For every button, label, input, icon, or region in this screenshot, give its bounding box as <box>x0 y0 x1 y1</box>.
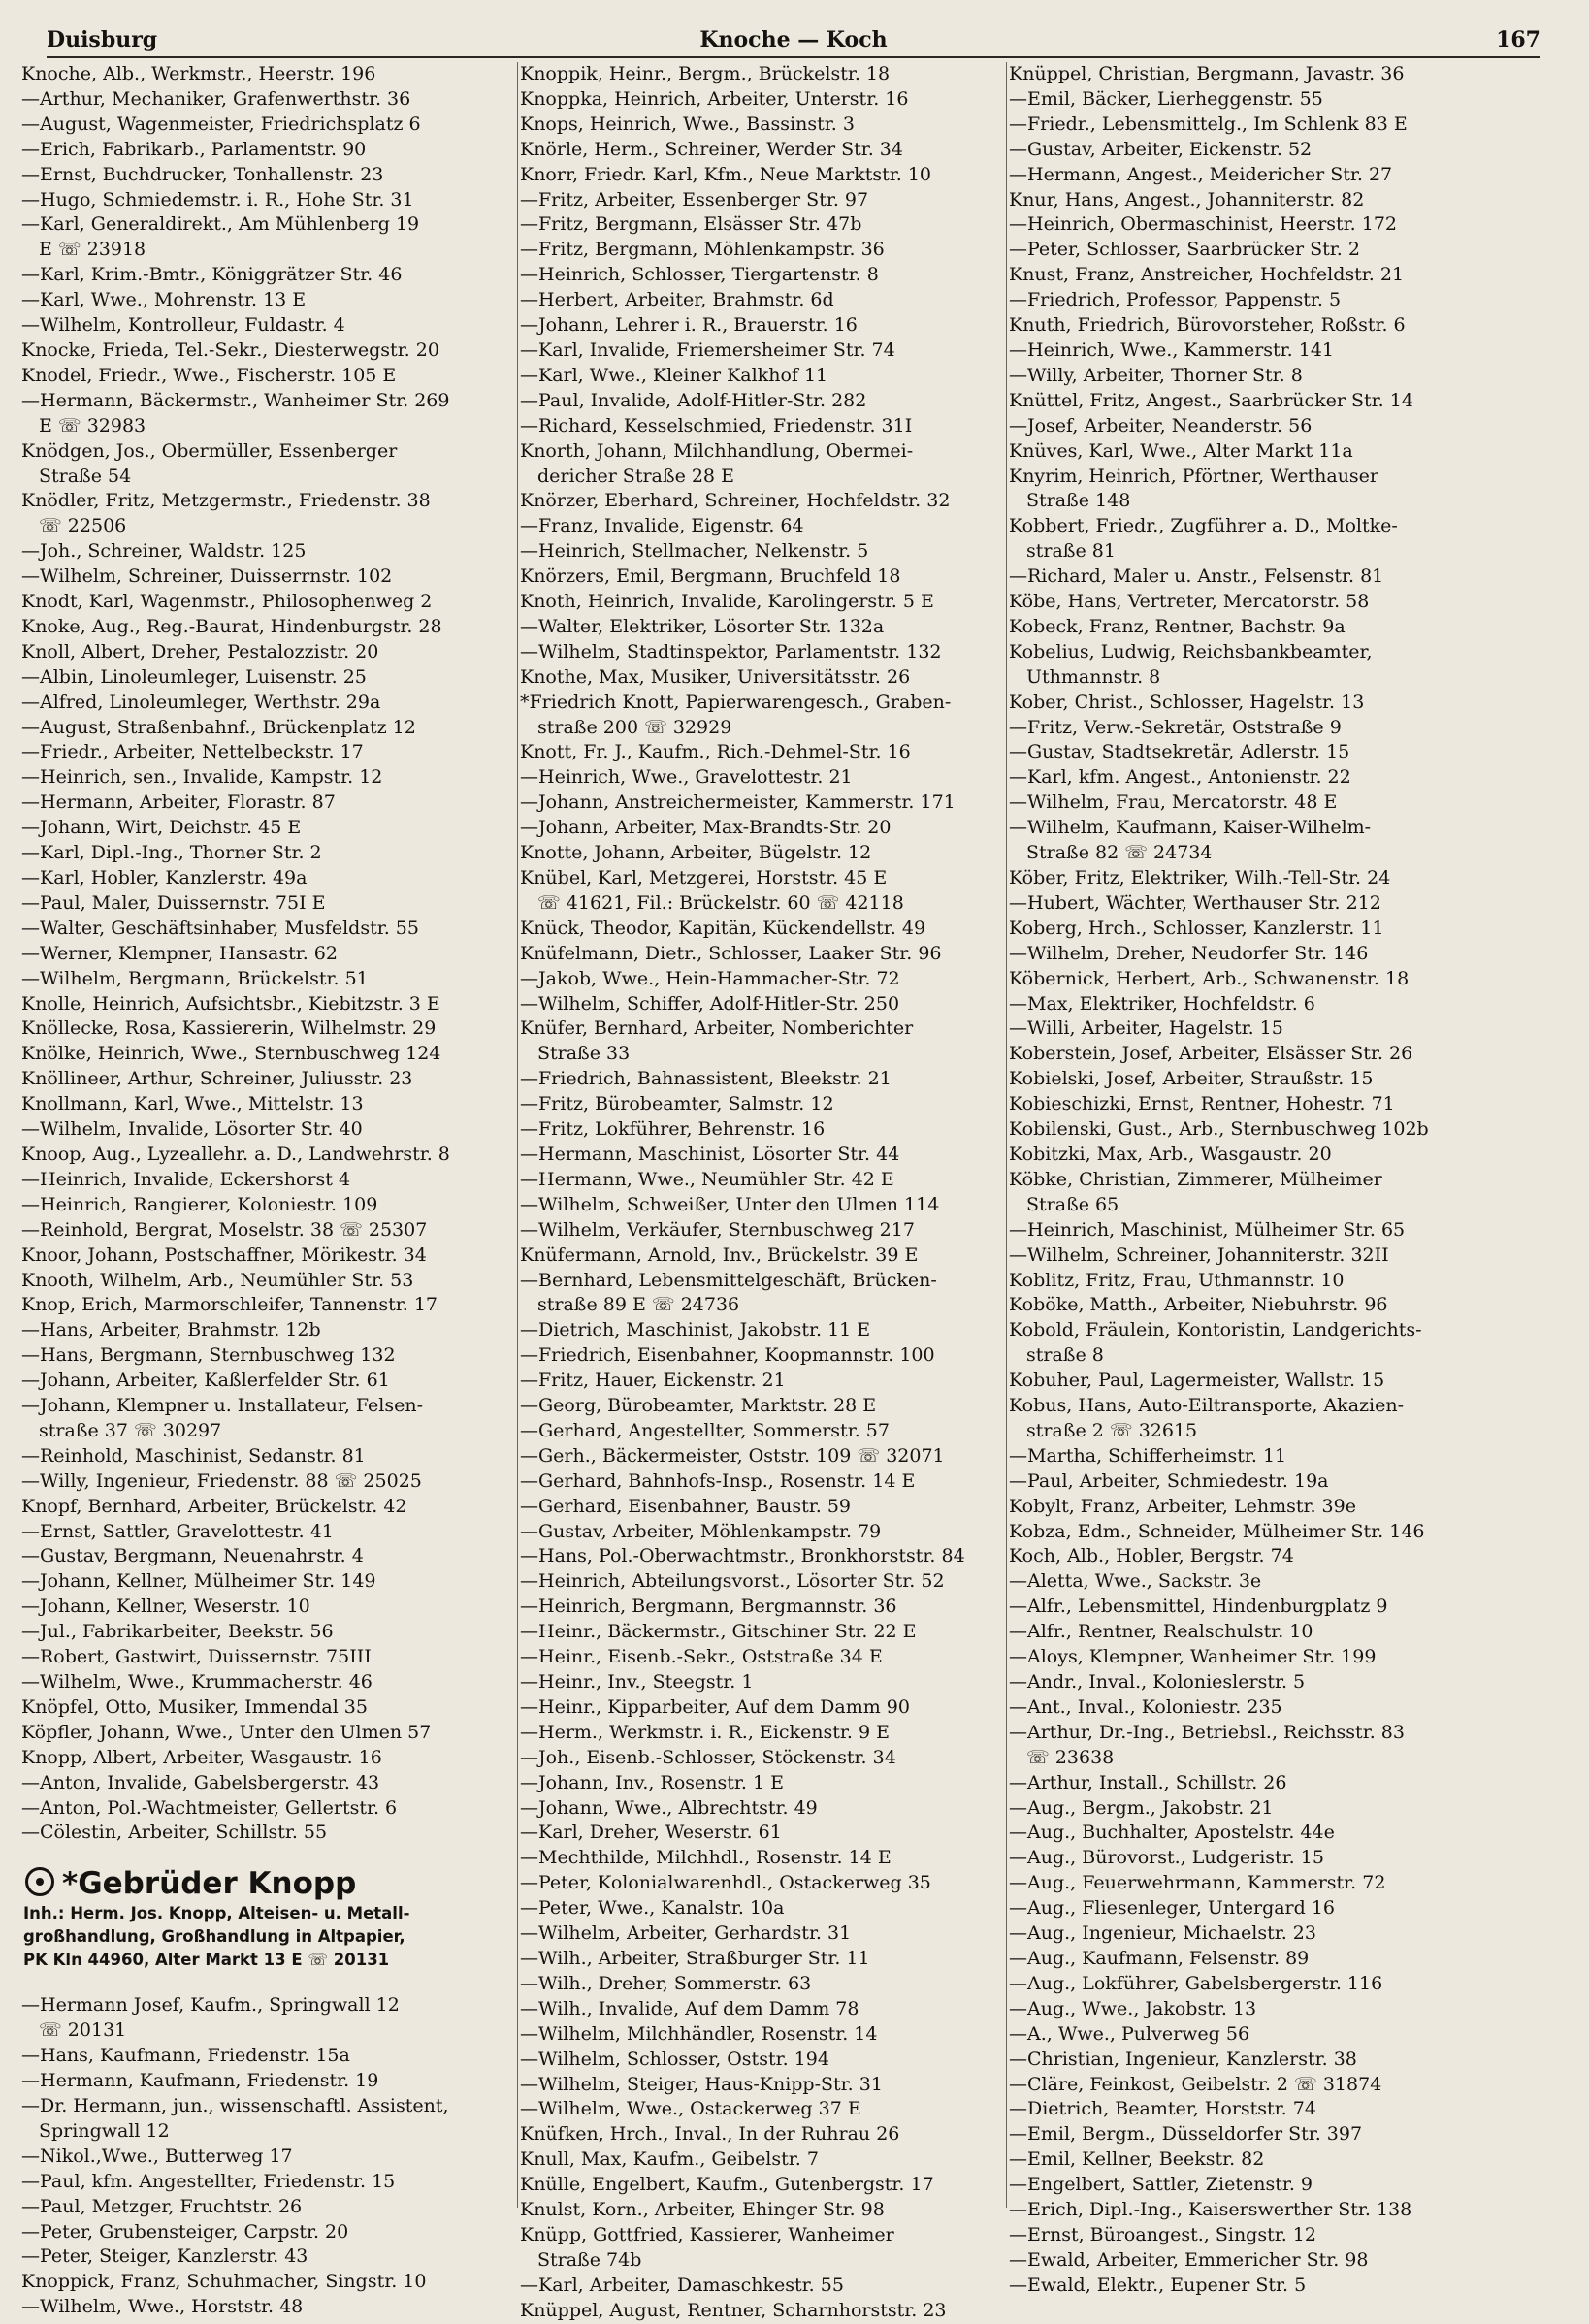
directory-entry: Knörzers, Emil, Bergmann, Bruchfeld 18 <box>520 565 901 588</box>
directory-entry: Knoche, Alb., Werkmstr., Heerstr. 196 <box>21 63 376 84</box>
directory-entry: —Willi, Arbeiter, Hagelstr. 15 <box>1009 1017 1283 1040</box>
directory-entry: Koch, Alb., Hobler, Bergstr. 74 <box>1009 1545 1294 1567</box>
directory-entry: —Hermann, Angest., Meidericher Str. 27 <box>1009 163 1393 185</box>
directory-entry: —Fritz, Verw.-Sekretär, Oststraße 9 <box>1009 716 1342 738</box>
directory-entry: —Herbert, Arbeiter, Brahmstr. 6d <box>520 289 834 311</box>
directory-entry: —Friedr., Arbeiter, Nettelbeckstr. 17 <box>21 741 364 763</box>
directory-entry: —Gerh., Bäckermeister, Oststr. 109 ☏ 32071 <box>520 1444 945 1467</box>
directory-entry: —Peter, Steiger, Kanzlerstr. 43 <box>21 2245 308 2268</box>
ad-company-name: *Gebrüder Knopp <box>21 1865 516 1902</box>
directory-entry: —Arthur, Dr.-Ing., Betriebsl., Reichsstr. 83 <box>1009 1721 1405 1743</box>
directory-entry: —Albin, Linoleumleger, Luisenstr. 25 <box>21 665 367 688</box>
directory-entry: —Heinr., Eisenb.-Sekr., Oststraße 34 E <box>520 1646 883 1668</box>
directory-entry: Knuth, Friedrich, Bürovorsteher, Roßstr. 6 <box>1009 314 1406 337</box>
directory-entry: Koberstein, Josef, Arbeiter, Elsässer Str. 26 <box>1009 1043 1413 1065</box>
directory-entry: —Hermann, Kaufmann, Friedenstr. 19 <box>21 2070 379 2092</box>
directory-entry: —Joh., Eisenb.-Schlosser, Stöckenstr. 34 <box>520 1746 896 1768</box>
directory-entry: —Heinr., Inv., Steegstr. 1 <box>520 1671 754 1693</box>
directory-entry: —Erich, Fabrikarb., Parlamentstr. 90 <box>21 138 367 160</box>
directory-entry: Knüfermann, Arnold, Inv., Brückelstr. 39 E <box>520 1243 919 1266</box>
directory-entry: —Cölestin, Arbeiter, Schillstr. 55 <box>21 1822 328 1844</box>
directory-entry: —Karl, kfm. Angest., Antonienstr. 22 <box>1009 766 1351 789</box>
directory-entry: —Wilhelm, Schlosser, Oststr. 194 <box>520 2048 829 2070</box>
ad-line: PK Kln 44960, Alter Markt 13 E ☏ 20131 <box>23 1951 390 1970</box>
directory-entry: —Wilhelm, Invalide, Lösorter Str. 40 <box>21 1118 363 1141</box>
directory-entry: —Karl, Dipl.-Ing., Thorner Str. 2 <box>21 842 322 864</box>
directory-entry: Kobieschizki, Ernst, Rentner, Hohestr. 71 <box>1009 1093 1395 1115</box>
directory-entry: —Ernst, Buchdrucker, Tonhallenstr. 23 <box>21 163 384 185</box>
directory-entry: Knopf, Bernhard, Arbeiter, Brückelstr. 42 <box>21 1495 407 1517</box>
directory-entry: —Dr. Hermann, jun., wissenschaftl. Assistent, <box>21 2094 449 2116</box>
directory-entry: —Johann, Kellner, Mülheimer Str. 149 <box>21 1570 376 1593</box>
directory-entry: —Anton, Invalide, Gabelsbergerstr. 43 <box>21 1771 380 1793</box>
directory-entry: Knoor, Johann, Postschaffner, Mörikestr. 34 <box>21 1243 427 1266</box>
directory-entry: —Karl, Dreher, Weserstr. 61 <box>520 1822 782 1844</box>
directory-entry: Knolle, Heinrich, Aufsichtsbr., Kiebitzstr. 3 E <box>21 992 440 1015</box>
directory-entry: —Herm., Werkmstr. i. R., Eickenstr. 9 E <box>520 1721 890 1743</box>
directory-entry: Knüfer, Bernhard, Arbeiter, Nomberichter <box>520 1017 914 1040</box>
directory-entry: Knödgen, Jos., Obermüller, Essenberger <box>21 439 398 462</box>
directory-entry: Knoppka, Heinrich, Arbeiter, Unterstr. 16 <box>520 87 909 110</box>
directory-entry: —Aug., Wwe., Jakobstr. 13 <box>1009 1997 1257 2019</box>
directory-entry: —Arthur, Mechaniker, Grafenwerthstr. 36 <box>21 87 411 110</box>
directory-entry: —Wilhelm, Wwe., Krummacherstr. 46 <box>21 1671 373 1693</box>
directory-entry: ☏ 20131 <box>39 2019 127 2042</box>
directory-entry: *Friedrich Knott, Papierwarengesch., Graben- <box>520 691 952 713</box>
directory-entry: Koblitz, Fritz, Frau, Uthmannstr. 10 <box>1009 1269 1345 1291</box>
directory-entry: —Wilhelm, Schiffer, Adolf-Hitler-Str. 250 <box>520 992 900 1015</box>
directory-entry: —Fritz, Bürobeamter, Salmstr. 12 <box>520 1093 834 1115</box>
directory-entry: dericher Straße 28 E <box>537 465 734 487</box>
directory-entry: ☏ 23638 <box>1026 1746 1115 1768</box>
directory-entry: Knulst, Korn., Arbeiter, Ehinger Str. 98 <box>520 2199 885 2221</box>
directory-entry: Köber, Fritz, Elektriker, Wilh.-Tell-Str. 24 <box>1009 867 1391 888</box>
directory-entry: —Heinr., Bäckermstr., Gitschiner Str. 22 E <box>520 1621 917 1643</box>
directory-entry: —Ewald, Elektr., Eupener Str. 5 <box>1009 2274 1307 2296</box>
directory-entry: —Franz, Invalide, Eigenstr. 64 <box>520 515 804 537</box>
directory-entry: Knopp, Albert, Arbeiter, Wasgaustr. 16 <box>21 1746 382 1768</box>
directory-entry: Knull, Max, Kaufm., Geibelstr. 7 <box>520 2148 819 2171</box>
directory-entry: —Anton, Pol.-Wachtmeister, Gellertstr. 6 <box>21 1796 398 1819</box>
column-divider <box>1006 62 1007 2208</box>
directory-entry: Knoke, Aug., Reg.-Baurat, Hindenburgstr. 28 <box>21 615 442 637</box>
directory-entry: Knödler, Fritz, Metzgermstr., Friedenstr. 38 <box>21 490 431 512</box>
directory-entry: —Wilhelm, Steiger, Haus-Knipp-Str. 31 <box>520 2073 883 2095</box>
directory-entry: —Heinrich, Rangierer, Koloniestr. 109 <box>21 1193 378 1215</box>
directory-entry: —Aug., Feuerwehrmann, Kammerstr. 72 <box>1009 1872 1386 1894</box>
directory-entry: ☏ 22506 <box>39 515 127 537</box>
directory-entry: Kober, Christ., Schlosser, Hagelstr. 13 <box>1009 691 1365 713</box>
directory-entry: —Alfr., Rentner, Realschulstr. 10 <box>1009 1621 1313 1643</box>
column-2 <box>520 62 1005 2321</box>
directory-entry: —Aug., Fliesenleger, Untergard 16 <box>1009 1897 1336 1920</box>
directory-entry: Straße 148 <box>1026 490 1131 512</box>
directory-entry: —Joh., Schreiner, Waldstr. 125 <box>21 540 307 563</box>
directory-entry: —Willy, Ingenieur, Friedenstr. 88 ☏ 25025 <box>21 1469 422 1492</box>
directory-entry: —Friedr., Lebensmittelg., Im Schlenk 83 E <box>1009 113 1408 135</box>
directory-entry: —August, Straßenbahnf., Brückenplatz 12 <box>21 716 416 738</box>
directory-entry: Kobitzki, Max, Arb., Wasgaustr. 20 <box>1009 1143 1332 1165</box>
directory-entry: —Wilh., Invalide, Auf dem Damm 78 <box>520 1997 859 2019</box>
directory-entry: —Robert, Gastwirt, Duissernstr. 75III <box>21 1646 372 1668</box>
directory-entry: —Wilhelm, Wwe., Ostackerweg 37 E <box>520 2098 861 2120</box>
directory-entry: Kobylt, Franz, Arbeiter, Lehmstr. 39e <box>1009 1495 1356 1517</box>
directory-entry: —Bernhard, Lebensmittelgeschäft, Brücken- <box>520 1269 937 1291</box>
directory-entry: Knüppel, August, Rentner, Scharnhorststr. 23 <box>520 2299 947 2321</box>
directory-entry: —Emil, Bäcker, Lierheggenstr. 55 <box>1009 87 1323 110</box>
directory-entry: —Peter, Wwe., Kanalstr. 10a <box>520 1897 785 1920</box>
directory-entry: Knüfelmann, Dietr., Schlosser, Laaker Str. 96 <box>520 942 942 964</box>
directory-entry: Köpfler, Johann, Wwe., Unter den Ulmen 57 <box>21 1721 432 1743</box>
directory-entry: —Johann, Arbeiter, Max-Brandts-Str. 20 <box>520 817 892 839</box>
directory-entry: Knoll, Albert, Dreher, Pestalozzistr. 20 <box>21 640 379 662</box>
directory-entry: —Aug., Bürovorst., Ludgeristr. 15 <box>1009 1847 1324 1869</box>
directory-entry: —A., Wwe., Pulverweg 56 <box>1009 2022 1250 2045</box>
directory-entry: —Peter, Schlosser, Saarbrücker Str. 2 <box>1009 239 1360 261</box>
directory-entry: —Werner, Klempner, Hansastr. 62 <box>21 942 338 964</box>
directory-entry: —Wilhelm, Dreher, Neudorfer Str. 146 <box>1009 942 1369 964</box>
directory-entry: Knop, Erich, Marmorschleifer, Tannenstr. 17 <box>21 1294 438 1316</box>
directory-entry: Knülle, Engelbert, Kaufm., Gutenbergstr. 17 <box>520 2174 934 2196</box>
directory-entry: —Arthur, Install., Schillstr. 26 <box>1009 1771 1287 1793</box>
directory-entry: —Friedrich, Professor, Pappenstr. 5 <box>1009 289 1342 311</box>
directory-entry: —Heinrich, Schlosser, Tiergartenstr. 8 <box>520 264 879 286</box>
directory-entry: —Hugo, Schmiedemstr. i. R., Hohe Str. 31 <box>21 188 414 210</box>
directory-entry: —Heinrich, Maschinist, Mülheimer Str. 65 <box>1009 1218 1406 1241</box>
directory-entry: —Paul, Arbeiter, Schmiedestr. 19a <box>1009 1469 1329 1492</box>
directory-entry: —Hermann, Arbeiter, Florastr. 87 <box>21 791 336 814</box>
ad-line: Inh.: Herm. Jos. Knopp, Alteisen- u. Metall- <box>23 1904 410 1923</box>
directory-entry: Uthmannstr. 8 <box>1026 665 1161 688</box>
directory-entry: —Reinhold, Bergrat, Moselstr. 38 ☏ 25307 <box>21 1218 428 1241</box>
directory-entry: straße 200 ☏ 32929 <box>537 716 732 738</box>
directory-entry: Knotte, Johann, Arbeiter, Bügelstr. 12 <box>520 842 872 864</box>
directory-entry: —Aug., Lokführer, Gabelsbergerstr. 116 <box>1009 1972 1383 1994</box>
column-divider <box>517 62 518 2208</box>
directory-entry: straße 89 E ☏ 24736 <box>537 1294 740 1316</box>
directory-entry: Knörle, Herm., Schreiner, Werder Str. 34 <box>520 138 903 160</box>
directory-entry: Springwall 12 <box>39 2119 170 2142</box>
directory-entry: Knott, Fr. J., Kaufm., Rich.-Dehmel-Str. 16 <box>520 741 911 763</box>
directory-entry: —Willy, Arbeiter, Thorner Str. 8 <box>1009 364 1303 386</box>
directory-entry: Knöllecke, Rosa, Kassiererin, Wilhelmstr. 29 <box>21 1017 437 1040</box>
directory-entry: Kobielski, Josef, Arbeiter, Straußstr. 15 <box>1009 1068 1374 1090</box>
directory-entry: —Aug., Kaufmann, Felsenstr. 89 <box>1009 1947 1310 1969</box>
directory-entry: —Walter, Elektriker, Lösorter Str. 132a <box>520 615 885 637</box>
directory-entry: —Fritz, Bergmann, Möhlenkampstr. 36 <box>520 239 885 261</box>
directory-entry: —Wilhelm, Bergmann, Brückelstr. 51 <box>21 967 369 989</box>
directory-entry: —Engelbert, Sattler, Zietenstr. 9 <box>1009 2174 1313 2196</box>
directory-entry: —Johann, Inv., Rosenstr. 1 E <box>520 1771 784 1793</box>
directory-entry: —Johann, Arbeiter, Kaßlerfelder Str. 61 <box>21 1370 390 1392</box>
directory-entry: —Karl, Wwe., Mohrenstr. 13 E <box>21 289 307 311</box>
directory-entry: Knodt, Karl, Wagenmstr., Philosophenweg 2 <box>21 591 433 613</box>
directory-entry: —Paul, Metzger, Fruchtstr. 26 <box>21 2195 303 2217</box>
header-range: Knoche — Koch <box>699 27 888 52</box>
directory-entry: —Walter, Geschäftsinhaber, Musfeldstr. 55 <box>21 917 419 939</box>
directory-entry: —Wilh., Dreher, Sommerstr. 63 <box>520 1972 812 1994</box>
directory-entry: Knoppik, Heinr., Bergm., Brückelstr. 18 <box>520 63 891 84</box>
directory-entry: —Hubert, Wächter, Werthauser Str. 212 <box>1009 891 1381 914</box>
directory-entry: —Andr., Inval., Kolonieslerstr. 5 <box>1009 1671 1306 1693</box>
directory-entry: straße 2 ☏ 32615 <box>1026 1419 1198 1441</box>
directory-entry: Kobza, Edm., Schneider, Mülheimer Str. 146 <box>1009 1520 1425 1542</box>
directory-entry: —Karl, Wwe., Kleiner Kalkhof 11 <box>520 364 828 386</box>
directory-entry: Kobelius, Ludwig, Reichsbankbeamter, <box>1009 640 1373 662</box>
column-3 <box>1009 62 1577 2296</box>
directory-entry: —Ernst, Büroangest., Singstr. 12 <box>1009 2223 1316 2245</box>
directory-entry: —Johann, Klempner u. Installateur, Felsen- <box>21 1395 424 1417</box>
directory-entry: —Wilhelm, Schreiner, Johanniterstr. 32II <box>1009 1243 1389 1266</box>
directory-entry: —Josef, Arbeiter, Neanderstr. 56 <box>1009 414 1313 436</box>
directory-entry: Köbke, Christian, Zimmerer, Mülheimer <box>1009 1168 1382 1190</box>
directory-entry: —Gerhard, Angestellter, Sommerstr. 57 <box>520 1419 890 1441</box>
directory-entry: —Dietrich, Beamter, Horststr. 74 <box>1009 2098 1316 2120</box>
directory-entry: Knoop, Aug., Lyzeallehr. a. D., Landwehrstr. 8 <box>21 1143 450 1165</box>
directory-entry: —Aug., Buchhalter, Apostelstr. 44e <box>1009 1822 1335 1844</box>
directory-entry: ☏ 41621, Fil.: Brückelstr. 60 ☏ 42118 <box>537 891 904 914</box>
directory-entry: Knops, Heinrich, Wwe., Bassinstr. 3 <box>520 113 855 135</box>
directory-entry: —Heinrich, sen., Invalide, Kampstr. 12 <box>21 766 383 789</box>
column-1 <box>21 62 516 2318</box>
directory-entry: —Paul, Invalide, Adolf-Hitler-Str. 282 <box>520 389 867 411</box>
directory-entry: —Gustav, Arbeiter, Möhlenkampstr. 79 <box>520 1520 882 1542</box>
directory-entry: —Wilhelm, Frau, Mercatorstr. 48 E <box>1009 791 1338 814</box>
directory-entry: —Hans, Kaufmann, Friedenstr. 15a <box>21 2045 350 2067</box>
directory-entry: —Gustav, Arbeiter, Eickenstr. 52 <box>1009 138 1313 160</box>
directory-entry: Knüves, Karl, Wwe., Alter Markt 11a <box>1009 439 1353 462</box>
directory-entry: —Georg, Bürobeamter, Marktstr. 28 E <box>520 1395 877 1417</box>
directory-entry: Kobus, Hans, Auto-Eiltransporte, Akazien- <box>1009 1395 1405 1417</box>
directory-entry: Straße 65 <box>1026 1193 1119 1215</box>
directory-entry: —Friedrich, Bahnassistent, Bleekstr. 21 <box>520 1068 892 1090</box>
directory-entry: —Max, Elektriker, Hochfeldstr. 6 <box>1009 992 1315 1015</box>
directory-entry: —Wilhelm, Verkäufer, Sternbuschweg 217 <box>520 1218 915 1241</box>
directory-entry: —Heinrich, Obermaschinist, Heerstr. 172 <box>1009 213 1398 236</box>
directory-entry: —Karl, Krim.-Bmtr., Königgrätzer Str. 46 <box>21 264 403 286</box>
directory-entry: —Alfr., Lebensmittel, Hindenburgplatz 9 <box>1009 1596 1388 1618</box>
directory-entry: —Aletta, Wwe., Sackstr. 3e <box>1009 1570 1262 1593</box>
directory-entry: —Heinrich, Stellmacher, Nelkenstr. 5 <box>520 540 869 563</box>
directory-entry: —Karl, Arbeiter, Damaschkestr. 55 <box>520 2274 844 2296</box>
directory-entry: Knust, Franz, Anstreicher, Hochfeldstr. 21 <box>1009 264 1405 286</box>
advertisement <box>21 1865 516 1972</box>
directory-entry: —Johann, Anstreichermeister, Kammerstr. 171 <box>520 791 956 814</box>
directory-entry: Köbernick, Herbert, Arb., Schwanenstr. 18 <box>1009 967 1410 989</box>
directory-entry: Knück, Theodor, Kapitän, Kückendellstr. 49 <box>520 917 926 939</box>
directory-entry: Koberg, Hrch., Schlosser, Kanzlerstr. 11 <box>1009 917 1384 939</box>
directory-entry: —Aug., Bergm., Jakobstr. 21 <box>1009 1796 1274 1819</box>
directory-entry: —Richard, Kesselschmied, Friedenstr. 31I <box>520 414 913 436</box>
directory-entry: —Jul., Fabrikarbeiter, Beekstr. 56 <box>21 1621 334 1643</box>
directory-entry: straße 37 ☏ 30297 <box>39 1419 222 1441</box>
directory-entry: Knoppick, Franz, Schuhmacher, Singstr. 10 <box>21 2271 427 2293</box>
directory-entry: —Wilhelm, Stadtinspektor, Parlamentstr. 132 <box>520 640 942 662</box>
directory-entry: Kobilenski, Gust., Arb., Sternbuschweg 102b <box>1009 1118 1429 1141</box>
page-header <box>47 19 1540 58</box>
directory-entry: —Hermann, Bäckermstr., Wanheimer Str. 269 <box>21 389 450 411</box>
directory-entry: —Ernst, Sattler, Gravelottestr. 41 <box>21 1520 334 1542</box>
directory-entry: Knyrim, Heinrich, Pförtner, Werthauser <box>1009 465 1379 487</box>
directory-entry: —Peter, Grubensteiger, Carpstr. 20 <box>21 2220 349 2243</box>
directory-entry: Knübel, Karl, Metzgerei, Horststr. 45 E <box>520 867 888 888</box>
directory-entry: —Hermann, Maschinist, Lösorter Str. 44 <box>520 1143 900 1165</box>
directory-entry: Kobold, Fräulein, Kontoristin, Landgerichts- <box>1009 1319 1422 1341</box>
directory-entry: Knooth, Wilhelm, Arb., Neumühler Str. 53 <box>21 1269 414 1291</box>
directory-entry: Kobeck, Franz, Rentner, Bachstr. 9a <box>1009 615 1346 637</box>
directory-entry: —Hans, Bergmann, Sternbuschweg 132 <box>21 1344 396 1367</box>
directory-entry: —Wilhelm, Arbeiter, Gerhardstr. 31 <box>520 1922 852 1945</box>
directory-entry: —Johann, Wwe., Albrechtstr. 49 <box>520 1796 818 1819</box>
directory-entry: Straße 82 ☏ 24734 <box>1026 842 1213 864</box>
directory-entry: Knothe, Max, Musiker, Universitätsstr. 26 <box>520 665 911 688</box>
directory-entry: Kobbert, Friedr., Zugführer a. D., Moltke- <box>1009 515 1398 537</box>
directory-entry: —Gustav, Stadtsekretär, Adlerstr. 15 <box>1009 741 1350 763</box>
directory-entry: Knollmann, Karl, Wwe., Mittelstr. 13 <box>21 1093 364 1115</box>
directory-entry: —Heinrich, Wwe., Gravelottestr. 21 <box>520 766 853 789</box>
directory-entry: —Karl, Invalide, Friemersheimer Str. 74 <box>520 339 895 361</box>
directory-entry: —Fritz, Arbeiter, Essenberger Str. 97 <box>520 188 869 210</box>
header-city: Duisburg <box>47 27 158 52</box>
directory-entry: Straße 74b <box>537 2248 642 2271</box>
directory-entry: —Heinrich, Abteilungsvorst., Lösorter Str. 52 <box>520 1570 945 1593</box>
directory-entry: —Dietrich, Maschinist, Jakobstr. 11 E <box>520 1319 871 1341</box>
directory-entry: Knüttel, Fritz, Angest., Saarbrücker Str. 14 <box>1009 389 1413 411</box>
directory-entry: E ☏ 32983 <box>39 414 146 436</box>
directory-entry: —Heinrich, Bergmann, Bergmannstr. 36 <box>520 1596 897 1618</box>
directory-entry: straße 81 <box>1026 540 1116 563</box>
directory-entry: Knöpfel, Otto, Musiker, Immendal 35 <box>21 1695 368 1718</box>
directory-entry: —Christian, Ingenieur, Kanzlerstr. 38 <box>1009 2048 1357 2070</box>
directory-entry: E ☏ 23918 <box>39 239 146 261</box>
directory-entry: —Fritz, Hauer, Eickenstr. 21 <box>520 1370 786 1392</box>
directory-entry: —Friedrich, Eisenbahner, Koopmannstr. 100 <box>520 1344 935 1367</box>
directory-entry: —Johann, Lehrer i. R., Brauerstr. 16 <box>520 314 858 337</box>
directory-entry: —Wilh., Arbeiter, Straßburger Str. 11 <box>520 1947 870 1969</box>
directory-entry: Straße 33 <box>537 1043 631 1065</box>
directory-entry: —Peter, Kolonialwarenhdl., Ostackerweg 35 <box>520 1872 931 1894</box>
directory-entry: —Wilhelm, Schweißer, Unter den Ulmen 114 <box>520 1193 940 1215</box>
directory-entry: —Erich, Dipl.-Ing., Kaiserswerther Str. 138 <box>1009 2199 1412 2221</box>
directory-entry: Knüpp, Gottfried, Kassierer, Wanheimer <box>520 2223 894 2245</box>
directory-entry: —Gustav, Bergmann, Neuenahrstr. 4 <box>21 1545 364 1567</box>
directory-entry: —Cläre, Feinkost, Geibelstr. 2 ☏ 31874 <box>1009 2073 1382 2095</box>
directory-entry: —Fritz, Lokführer, Behrenstr. 16 <box>520 1118 826 1141</box>
directory-entry: —Aug., Ingenieur, Michaelstr. 23 <box>1009 1922 1316 1945</box>
directory-entry: —Wilhelm, Kaufmann, Kaiser-Wilhelm- <box>1009 817 1372 839</box>
directory-entry: —Ant., Inval., Koloniestr. 235 <box>1009 1695 1282 1718</box>
directory-entry: —Hans, Arbeiter, Brahmstr. 12b <box>21 1319 321 1341</box>
directory-entry: Knocke, Frieda, Tel.-Sekr., Diesterwegstr. 20 <box>21 339 439 361</box>
directory-entry: Knörzer, Eberhard, Schreiner, Hochfeldstr. 32 <box>520 490 951 512</box>
directory-entry: —Emil, Bergm., Düsseldorfer Str. 397 <box>1009 2123 1363 2146</box>
directory-entry: —Heinr., Kipparbeiter, Auf dem Damm 90 <box>520 1695 910 1718</box>
directory-entry: Knorth, Johann, Milchhandlung, Obermei- <box>520 439 914 462</box>
page-number: 167 <box>1496 27 1540 52</box>
directory-entry: —Heinrich, Wwe., Kammerstr. 141 <box>1009 339 1335 361</box>
directory-entry: —Aloys, Klempner, Wanheimer Str. 199 <box>1009 1646 1377 1668</box>
company-logo-icon <box>25 1867 54 1896</box>
directory-entry: Knölke, Heinrich, Wwe., Sternbuschweg 124 <box>21 1043 441 1065</box>
directory-entry: Knüppel, Christian, Bergmann, Javastr. 36 <box>1009 63 1405 84</box>
directory-entry: —Heinrich, Invalide, Eckershorst 4 <box>21 1168 351 1190</box>
directory-entry: —Nikol.,Wwe., Butterweg 17 <box>21 2145 293 2167</box>
directory-entry: Straße 54 <box>39 465 132 487</box>
directory-entry: Knöllineer, Arthur, Schreiner, Juliusstr. 23 <box>21 1068 413 1090</box>
directory-entry: Kobuher, Paul, Lagermeister, Wallstr. 15 <box>1009 1370 1385 1392</box>
directory-entry: —Hermann Josef, Kaufm., Springwall 12 <box>21 1994 400 2017</box>
directory-entry: Köbe, Hans, Vertreter, Mercatorstr. 58 <box>1009 591 1370 613</box>
directory-entry: —Ewald, Arbeiter, Emmericher Str. 98 <box>1009 2248 1369 2271</box>
directory-entry: —Johann, Kellner, Weserstr. 10 <box>21 1596 310 1618</box>
directory-entry: —Mechthilde, Milchhdl., Rosenstr. 14 E <box>520 1847 892 1869</box>
directory-entry: —Wilhelm, Schreiner, Duisserrnstr. 102 <box>21 565 393 588</box>
directory-entry: —Johann, Wirt, Deichstr. 45 E <box>21 817 302 839</box>
directory-entry: —Hans, Pol.-Oberwachtmstr., Bronkhorststr. 84 <box>520 1545 965 1567</box>
directory-entry: —Fritz, Bergmann, Elsässer Str. 47b <box>520 213 862 236</box>
directory-entry: —Gerhard, Eisenbahner, Baustr. 59 <box>520 1495 852 1517</box>
directory-entry: —Richard, Maler u. Anstr., Felsenstr. 81 <box>1009 565 1384 588</box>
directory-entry: —Martha, Schifferheimstr. 11 <box>1009 1444 1287 1467</box>
directory-entry: straße 8 <box>1026 1344 1104 1367</box>
directory-entry: Knodel, Friedr., Wwe., Fischerstr. 105 E <box>21 364 397 386</box>
ad-line: großhandlung, Großhandlung in Altpapier, <box>23 1927 405 1947</box>
directory-entry: —August, Wagenmeister, Friedrichsplatz 6 <box>21 113 421 135</box>
directory-entry: —Hermann, Wwe., Neumühler Str. 42 E <box>520 1168 894 1190</box>
directory-entry: —Wilhelm, Milchhändler, Rosenstr. 14 <box>520 2022 878 2045</box>
directory-entry: —Karl, Hobler, Kanzlerstr. 49a <box>21 867 308 888</box>
directory-entry: —Paul, kfm. Angestellter, Friedenstr. 15 <box>21 2170 396 2192</box>
directory-entry: —Jakob, Wwe., Hein-Hammacher-Str. 72 <box>520 967 900 989</box>
directory-entry: Knur, Hans, Angest., Johanniterstr. 82 <box>1009 188 1365 210</box>
directory-entry: —Emil, Kellner, Beekstr. 82 <box>1009 2148 1265 2171</box>
directory-entry: —Alfred, Linoleumleger, Werthstr. 29a <box>21 691 381 713</box>
directory-entry: —Wilhelm, Kontrolleur, Fuldastr. 4 <box>21 314 345 337</box>
directory-entry: —Karl, Generaldirekt., Am Mühlenberg 19 <box>21 213 420 236</box>
directory-entry: Knüfken, Hrch., Inval., In der Ruhrau 26 <box>520 2123 900 2146</box>
directory-entry: —Reinhold, Maschinist, Sedanstr. 81 <box>21 1444 366 1467</box>
directory-entry: —Paul, Maler, Duissernstr. 75I E <box>21 891 326 914</box>
directory-entry: —Wilhelm, Wwe., Horststr. 48 <box>21 2296 304 2318</box>
directory-entry: —Gerhard, Bahnhofs-Insp., Rosenstr. 14 E <box>520 1469 916 1492</box>
directory-entry: Knorr, Friedr. Karl, Kfm., Neue Marktstr. 10 <box>520 163 932 185</box>
directory-entry: Koböke, Matth., Arbeiter, Niebuhrstr. 96 <box>1009 1294 1388 1316</box>
directory-entry: Knoth, Heinrich, Invalide, Karolingerstr. 5 E <box>520 591 934 613</box>
